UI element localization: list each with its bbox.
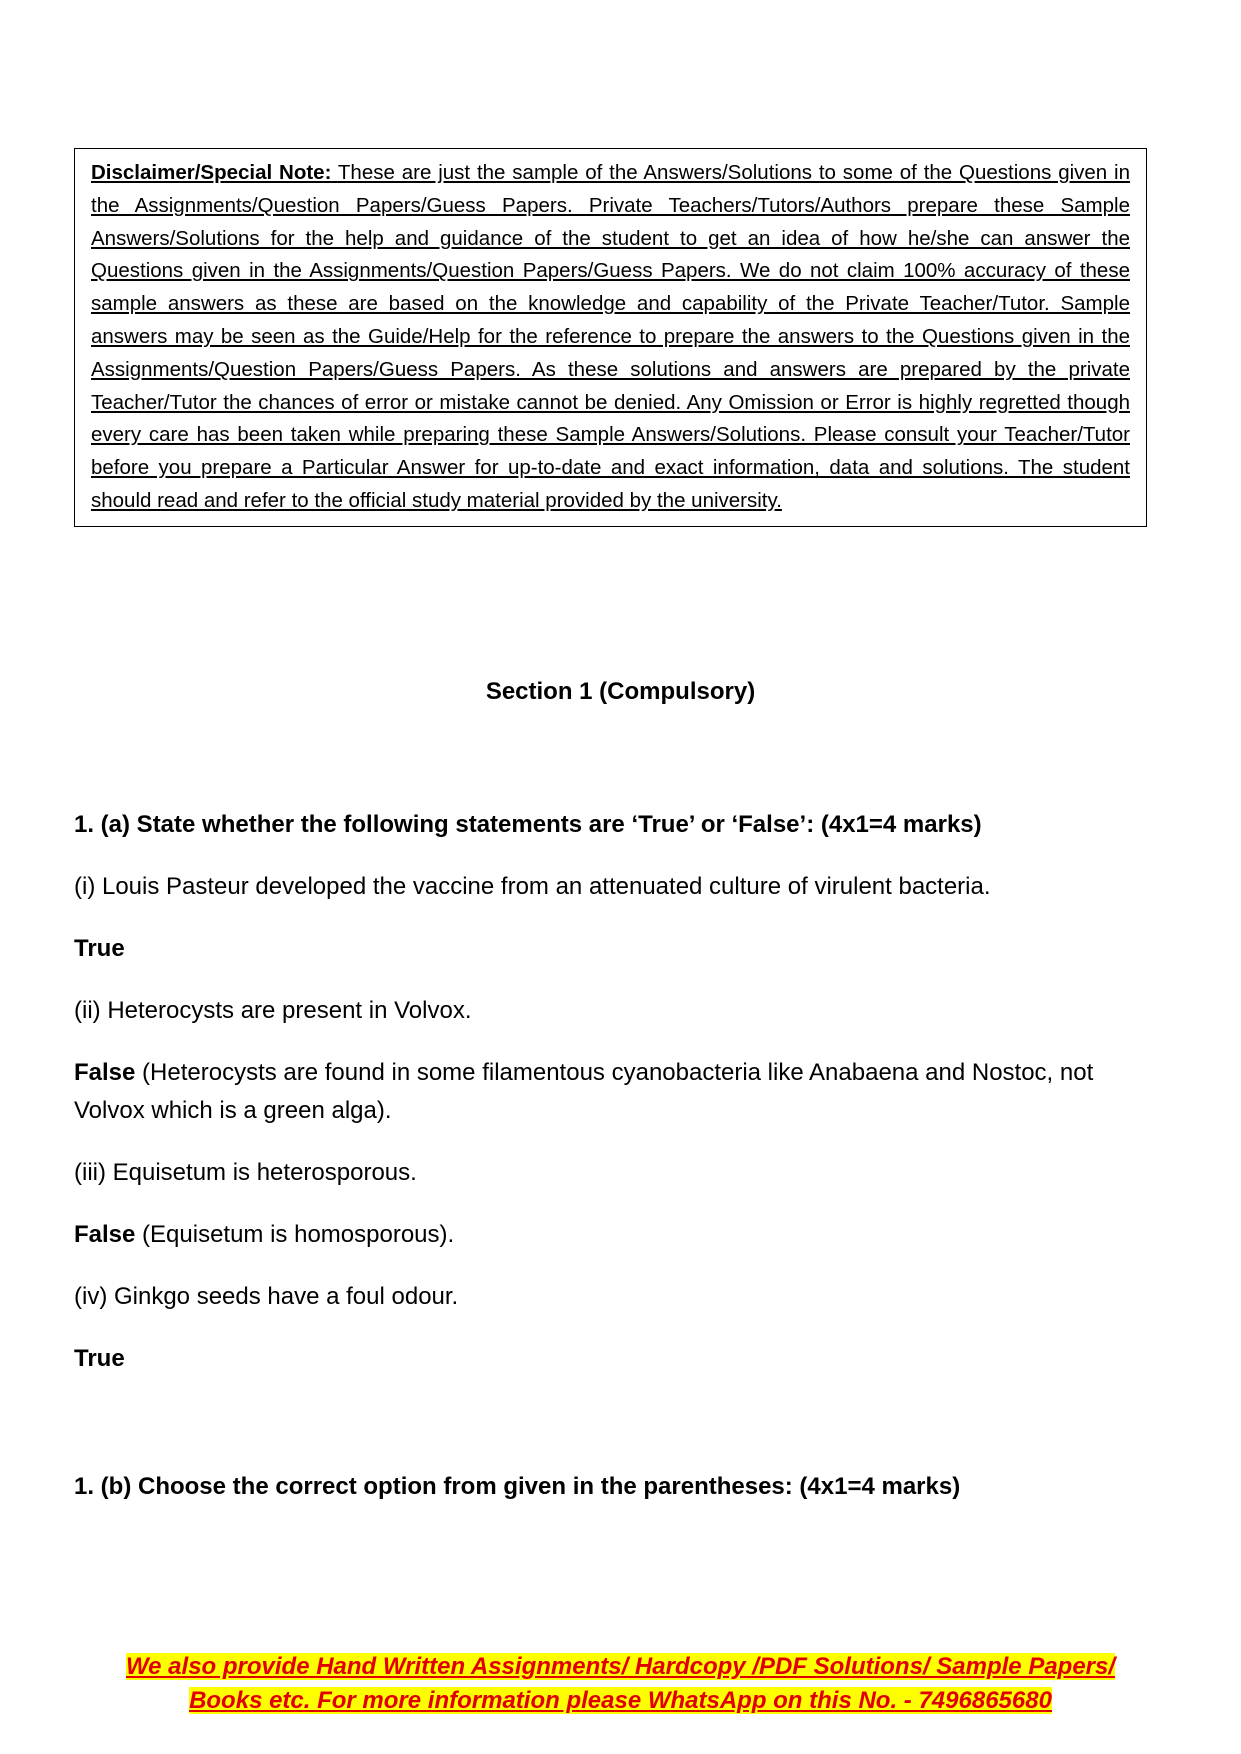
q1b-heading: 1. (b) Choose the correct option from given in the parentheses: (4x1=4 marks) (74, 1473, 961, 1500)
footer-promo (0, 1650, 1241, 1718)
q1a-answer-4: True (74, 1345, 125, 1372)
q1a-answer-2-block (74, 1054, 1164, 1130)
disclaimer-label: Disclaimer/Special Note: (91, 161, 332, 184)
q1a-answer-2: False (74, 1059, 136, 1086)
q1a-statement-2: (ii) Heterocysts are present in Volvox. (74, 997, 472, 1024)
q1a-explanation-3: (Equisetum is homosporous). (135, 1221, 455, 1248)
q1a-statement-1: (i) Louis Pasteur developed the vaccine from an attenuated culture of virulent bacteria. (74, 873, 991, 900)
q1a-answer-1: True (74, 935, 125, 962)
q1a-answer-3: False (74, 1221, 136, 1248)
q1a-statement-4: (iv) Ginkgo seeds have a foul odour. (74, 1283, 459, 1310)
footer-line-1: We also provide Hand Written Assignments/ Hardcopy /PDF Solutions/ Sample Papers/ (125, 1653, 1116, 1680)
q1a-statement-3: (iii) Equisetum is heterosporous. (74, 1159, 417, 1186)
q1a-answer-3-block (74, 1216, 1164, 1254)
footer-line-2: Books etc. For more information please WhatsApp on this No. - 7496865680 (189, 1687, 1052, 1714)
disclaimer-text: These are just the sample of the Answers/Solutions to some of the Questions given in the Assignments/Question Papers/Guess Papers. Private Teachers/Tutors/Authors prepare these Sample Answers/Solutions for the help and guidance of the student to get an idea of how he/she can answer the Questions given in the Assignments/Question Papers/Guess Papers. We do not claim 100% accuracy of these sample answers as these are based on the knowledge and capability of the Private Teacher/Tutor. Sample answers may be seen as the Guide/Help for the reference to prepare the answers to the Questions given in the Assignments/Question Papers/Guess Papers. As these solutions and answers are prepared by the private Teacher/Tutor the chances of error or mistake cannot be denied. Any Omission or Error is highly regretted though every care has been taken while preparing these Sample Answers/Solutions. Please consult your Teacher/Tutor before you prepare a Particular Answer for up-to-date and exact information, data and solutions. The student should read and refer to the official study material provided by the university. (91, 161, 1131, 512)
q1a-explanation-2: (Heterocysts are found in some filamentous cyanobacteria like Anabaena and Nostoc, not Volvox which is a green alga). (74, 1059, 1094, 1124)
section-title: Section 1 (Compulsory) (485, 678, 756, 705)
disclaimer-box (74, 148, 1147, 527)
q1a-heading: 1. (a) State whether the following statements are ‘True’ or ‘False’: (4x1=4 marks) (74, 811, 982, 838)
